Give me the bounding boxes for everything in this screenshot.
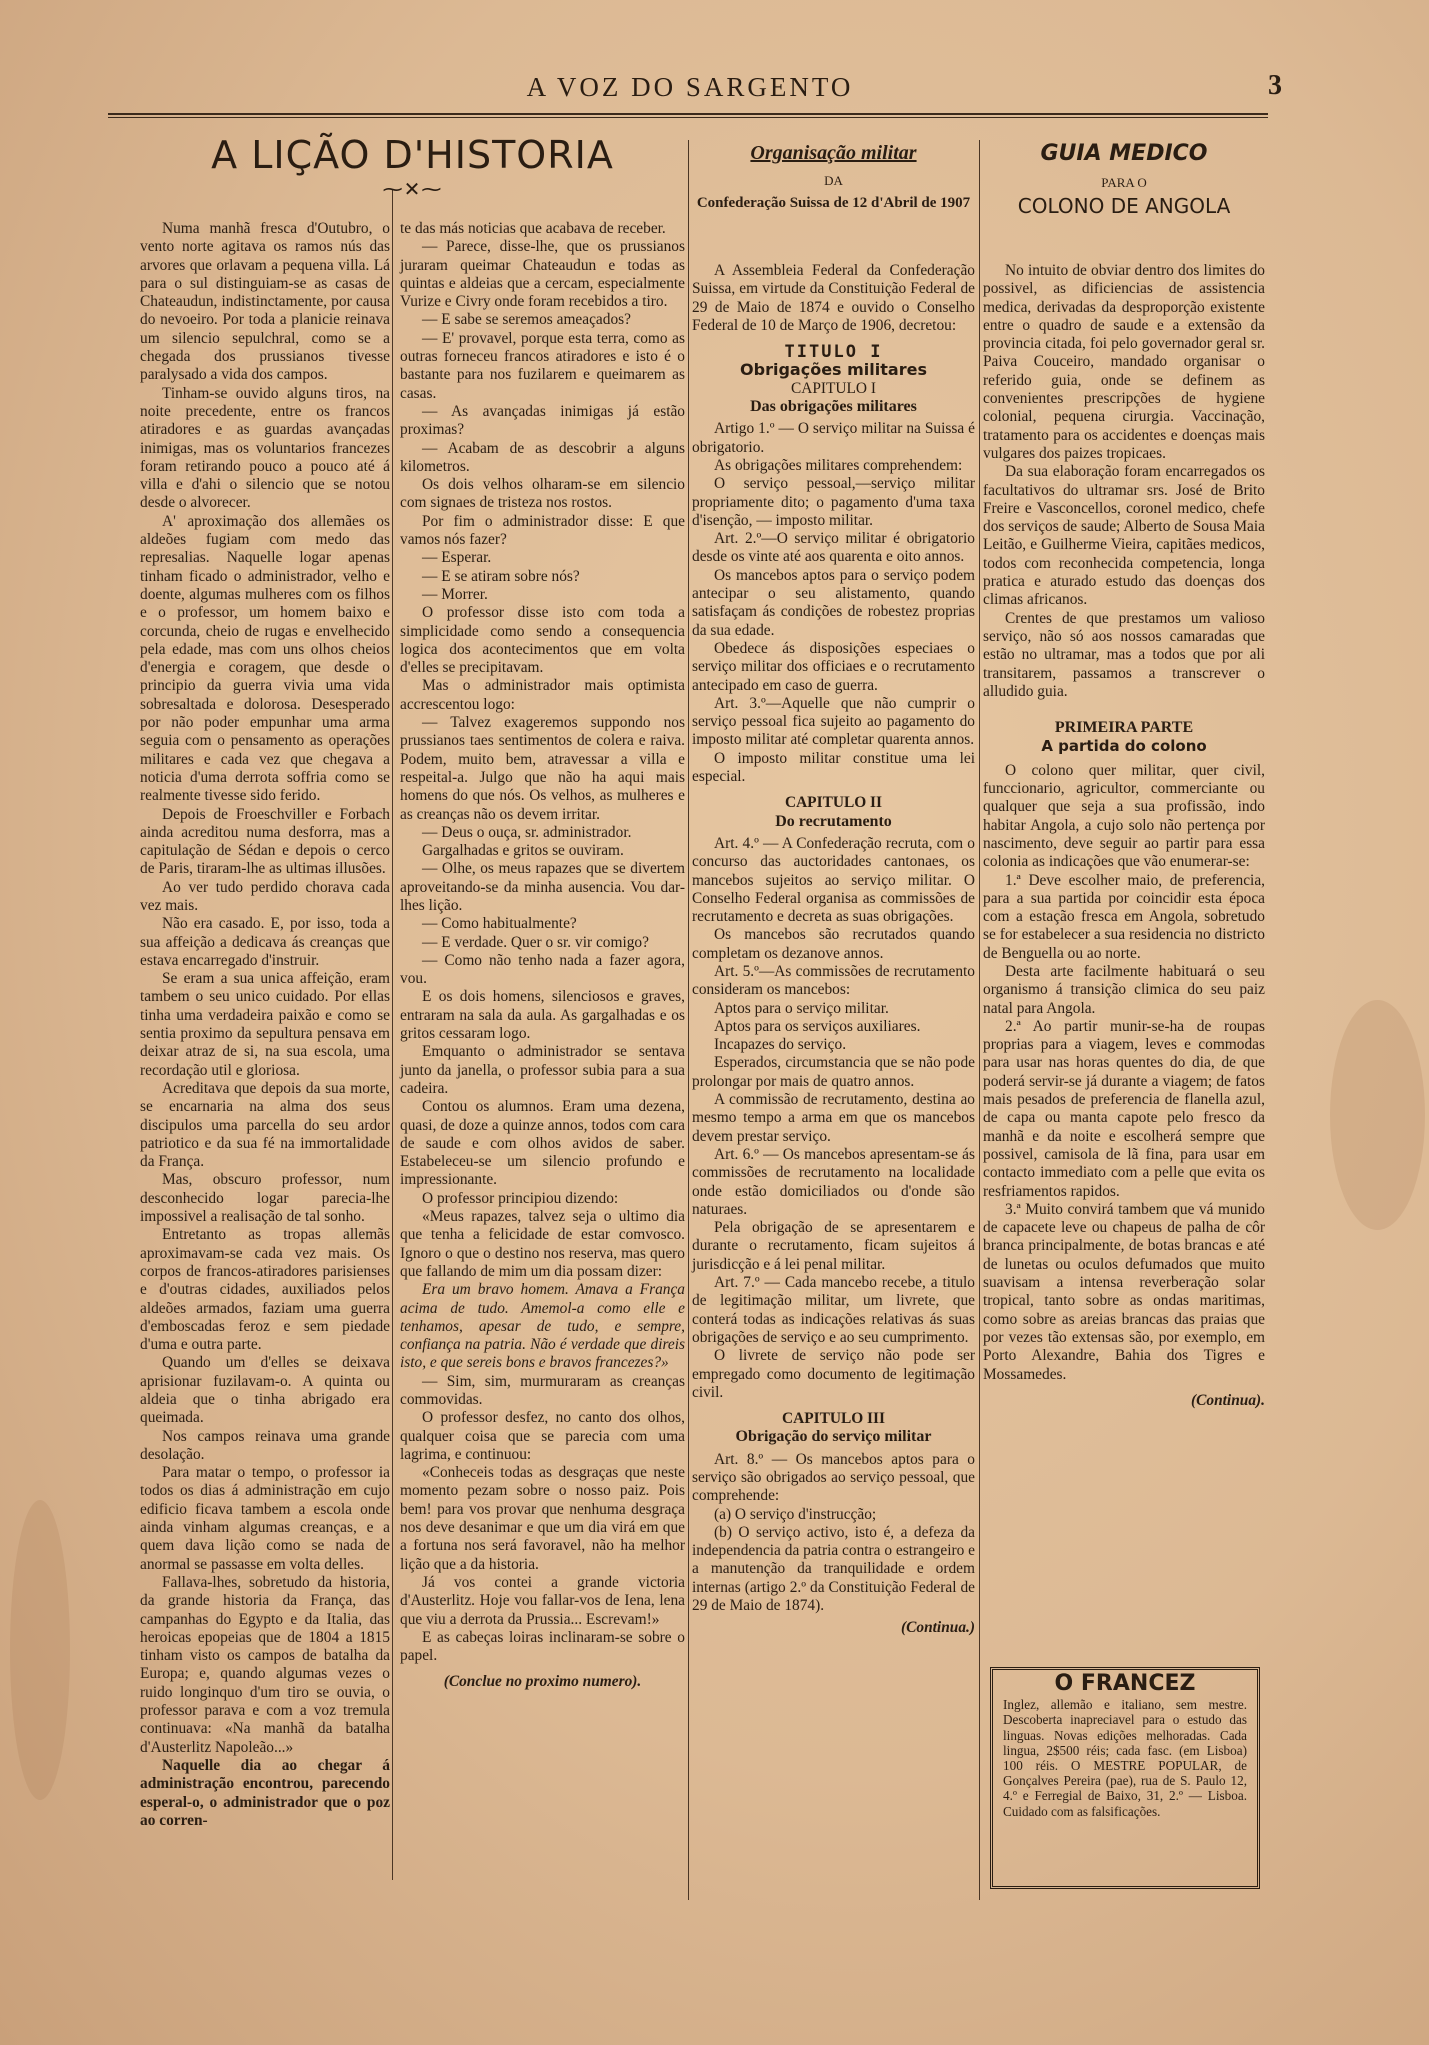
paragraph: — Parece, disse-lhe, que os prussianos juraram queimar Chateaudun e todas as quintas e aldeias que a cercam, especialmente Vurize e Civry onde foram recebidos a tiro.	[400, 238, 685, 311]
paper-stain	[1330, 1000, 1425, 1230]
paragraph: Pela obrigação de se apresentarem e durante o recrutamento, ficam sujeitos á jurisdicção e á lei penal militar.	[692, 1219, 975, 1273]
paragraph: Acreditava que depois da sua morte, se encarnaria na alma dos seus discipulos uma parcella do seu ardor patriotico e da sua fé na immortalidade da França.	[140, 1079, 390, 1171]
paragraph: Aptos para o serviço militar.	[714, 999, 889, 1017]
paragraph: Os mancebos aptos para o serviço podem antecipar o seu alistamento, quando satisfaçam ás condições de robestez proprias da sua edade.	[692, 566, 975, 639]
cap1-sub: Das obrigações militares	[750, 398, 917, 416]
paragraph: Art. 2.º—O serviço militar é obrigatorio desde os vinte até aos quarenta e oito annos.	[692, 530, 975, 566]
paragraph: «Conheceis todas as desgraças que neste momento pezam sobre o nosso paiz. Pois bem! para vos provar que nenhuma desgraça nos deve desanimar e que um dia virá em que a fortuna nos será favoravel, não ha melhor lição que a da historia.	[400, 1464, 685, 1573]
org-heading	[692, 140, 975, 213]
paragraph: Entretanto as tropas allemãs aproximavam-se cada vez mais. Os corpos de francos-atiradores parisienses e d'outras cidades, auxiliados pelos aldeões armados, faziam uma guerra d'emboscadas feroz e sem piedade d'uma e outra parte.	[140, 1226, 390, 1354]
paragraph: Por fim o administrador disse: E que vamos nós fazer?	[400, 512, 685, 549]
parte-title: PRIMEIRA PARTE	[1054, 719, 1194, 737]
paragraph: Tinham-se ouvido alguns tiros, na noite precedente, entre os francos atiradores e as guardas avançadas inimigas, mas os voluntarios francezes foram retirando pouco a pouco até á villa e d'ahi o silencio que se notou desde o alvorecer.	[140, 384, 390, 512]
paragraph: Depois de Froeschviller e Forbach ainda acreditou numa desforra, mas a capitulação de Sédan e depois o cerco de Paris, tiraram-lhe as ultimas illusões.	[140, 805, 390, 878]
paragraph: — Sim, sim, murmuraram as creanças commovidas.	[400, 1372, 685, 1408]
column-divider	[392, 190, 393, 1880]
paragraph: «Meus rapazes, talvez seja o ultimo dia que tenha a felicidade de estar comvosco. Ignoro o que o destino nos reserva, mas quero que fallando de mim um dia possam dizer:	[400, 1208, 685, 1280]
paragraph: Numa manhã fresca d'Outubro, o vento norte agitava os ramos nús das arvores que orlavam a pequena villa. Lá para o sul distinguiam-se as casas de Chateaudun, indistinctamente, por causa do nevoeiro. Por toda a planicie reinava um silencio sepulchral, como se a chegada dos prussianos tivesse paralysado a vida dos campos.	[140, 220, 390, 384]
paragraph: Art. 3.º—Aquelle que não cumprir o serviço pessoal fica sujeito ao pagamento do imposto militar até completar quarenta annos.	[692, 694, 975, 749]
guia-title: GUIA MEDICO	[1040, 141, 1208, 166]
paragraph: Era um bravo homem. Amava a França acima de tudo. Amemol-a como elle e tenhamos, apesar de tudo, e sempre, confiança na patria. Não é verdade que direis isto, e que sereis bons e bravos francezes?»	[400, 1281, 685, 1372]
titulo: TITULO I	[784, 342, 883, 363]
page-header	[110, 70, 1282, 110]
advertisement-box	[990, 1667, 1260, 1889]
paragraph: E os dois homens, silenciosos e graves, entraram na sala da aula. As gargalhadas e os gritos cessaram logo.	[400, 988, 685, 1043]
paragraph: (a) O serviço d'instrucção;	[714, 1505, 877, 1523]
paragraph: Desta arte facilmente habituará o seu organismo á transição climica do seu paiz natal para Angola.	[983, 962, 1265, 1017]
paragraph: O colono quer militar, quer civil, funccionario, agricultor, commerciante ou qualquer que seja a sua profissão, indo habitar Angola, a cujo solo não pertença por nascimento, deve seguir ao partir para essa colonia as indicações que vão enumerar-se:	[983, 761, 1265, 871]
ornament-icon: ⁓✕⁓	[382, 177, 443, 201]
paragraph: Não era casado. E, por isso, toda a sua affeição a dedicava ás creanças que estava encarregado d'instruir.	[140, 915, 390, 969]
paragraph: O livrete de serviço não pode ser empregado como documento de legitimação civil.	[692, 1347, 975, 1401]
paragraph: Se eram a sua unica affeição, eram tambem o seu unico cuidado. Por ellas tinha uma verdadeira paixão e como se sentia proximo da sepultura pensava em deixar atraz de si, na sua escola, uma recordação util e gloriosa.	[140, 970, 390, 1079]
paragraph: Art. 4.º — A Confederação recruta, com o concurso das auctoridades cantonaes, os mancebos sujeitos ao serviço militar. O Conselho Federal organisa as commissões de recrutamento e decreta as suas obrigações.	[692, 834, 975, 926]
paragraph: O professor principiou dizendo:	[422, 1189, 619, 1207]
paragraph: — E se atiram sobre nós?	[422, 567, 580, 585]
paragraph: Art. 8.º — Os mancebos aptos para o serviço são obrigados ao serviço pessoal, que comprehende:	[692, 1450, 975, 1505]
continue-note: (Continua.)	[901, 1619, 975, 1637]
org-column	[692, 262, 975, 1638]
paragraph: O imposto militar constitue uma lei especial.	[692, 749, 975, 786]
paragraph: — E sabe se seremos ameaçados?	[422, 311, 631, 329]
column-divider	[979, 140, 980, 1900]
header-rule	[108, 113, 1268, 115]
guia-subtitle: COLONO DE ANGOLA	[1017, 194, 1231, 219]
paragraph: — Como habitualmente?	[422, 915, 577, 933]
paragraph: — Esperar.	[422, 549, 492, 567]
lesson-column-1	[140, 220, 390, 1830]
paragraph: Para matar o tempo, o professor ia todos os dias á administração em cujo edificio ficava tambem a escola onde ainda vinham algumas creanças, e a quem dava lição como se nada de anormal se passasse em volta delles.	[140, 1464, 390, 1573]
ad-text: Inglez, allemão e italiano, sem mestre. Descoberta inapreciavel para o estudo das linguas. Novas edições melhoradas. Cada lingua, 2$500 réis; cada fasc. (em Lisboa) 100 réis. O MESTRE POPULAR, de Gonçalves Pereira (pae), rua de S. Paulo 12, 4.º e Ferregial de Baixo, 31, 2.º — Lisboa. Cuidado com as falsificações.	[1003, 1697, 1247, 1819]
paragraph: — Talvez exageremos suppondo nos prussianos taes sentimentos de colera e raiva. Podem, muito bem, atravessar a villa e respeital-a. Julgo que não ha aqui mais homens do que nós. Os velhos, as mulheres e as creanças não os devem irritar.	[400, 714, 685, 823]
titulo-sub: Obrigações militares	[740, 360, 927, 380]
paragraph: A' aproximação dos allemães os aldeões fugiam com medo das represalias. Naquelle logar apenas tinham ficado o administrador, velho e doente, algumas mulheres com os filhos e o professor, um homem baixo e corcunda, cheio de rugas e envelhecido pela edade, mas com uns olhos cheios d'energia e coragem, que desde o principio da guerra vivia uma vida sobresaltada e dolorosa. Desesperado por não poder empunhar uma arma seguia com o pensamento as operações militares e cada vez que chegava a noticia d'uma derrota soffria como se realmente tivesse sido ferido.	[140, 512, 390, 805]
paper-stain	[10, 1500, 70, 1800]
paragraph: — Acabam de as descobrir a alguns kilometros.	[400, 439, 685, 475]
paragraph: 3.ª Muito convirá tambem que vá munido de capacete leve ou chapeus de palha de côr branca principalmente, de botas brancas e até de lunetas ou oculos defumados que muito suavisam a intensa reverberação solar tropical, tanto sobre as ondas maritimas, como sobre as areias brancas das praias que por vezes tão extensas são, por exemplo, em Porto Alexandre, Bahia dos Tigres e Mossamedes.	[983, 1200, 1265, 1383]
paragraph: — As avançadas inimigas já estão proximas?	[400, 402, 685, 439]
paragraph: Nos campos reinava uma grande desolação.	[140, 1427, 390, 1463]
continue-note: (Conclue no proximo numero).	[443, 1673, 642, 1691]
paragraph: A commissão de recrutamento, destina ao mesmo tempo a arma em que os mancebos devem prestar serviço.	[692, 1091, 975, 1145]
lesson-title-text: A LIÇÃO D'HISTORIA	[211, 133, 614, 177]
ad-title: O FRANCEZ	[1054, 1671, 1196, 1696]
paragraph: Aptos para os serviços auxiliares.	[714, 1017, 921, 1035]
paragraph: — E verdade. Quer o sr. vir comigo?	[422, 933, 649, 951]
paragraph: O professor disse isto com toda a simplicidade como sendo a consequencia logica dos acontecimentos que em volta d'elles se precipitavam.	[400, 604, 685, 677]
paragraph: — Morrer.	[422, 585, 488, 603]
parte-sub: A partida do colono	[1041, 737, 1207, 756]
paragraph: — Olhe, os meus rapazes que se divertem aproveitando-se da minha ausencia. Vou dar-lhes lição.	[400, 860, 685, 914]
paragraph: 2.ª Ao partir munir-se-ha de roupas proprias para a viagem, leves e commodas para usar nas horas quentes do dia, de que poderá servir-se já durante a viagem; de fatos mais pesados de preferencia de flanella azul, de capa ou manta capote pelo fresco da manhã e da noite e escolherá sempre que possivel, camisola de lã fina, para usar em contacto immediato com a pelle que evita os resfriamentos rapidos.	[983, 1017, 1265, 1200]
paragraph: Incapazes do serviço.	[714, 1036, 847, 1054]
paragraph: Fallava-lhes, sobretudo da historia, da grande historia da França, das campanhas do Egypto e da Italia, das heroicas epopeias que de 1804 a 1815 tinham visto os campos de batalha da Europa; e, quando algumas vezes o ruido longinquo d'um tiro se ouvia, o professor parava e com a voz tremula continuava: «Na manhã da batalha d'Austerlitz Napoleão...»	[140, 1573, 390, 1756]
org-subtitle: Confederação Suissa de 12 d'Abril de 1907	[696, 195, 971, 212]
paragraph: Art. 5.º—As commissões de recrutamento consideram os mancebos:	[692, 962, 975, 999]
paragraph: Art. 6.º — Os mancebos apresentam-se ás commissões de recrutamento na localidade onde estão domiciliados ou d'onde são naturaes.	[692, 1145, 975, 1218]
paragraph: 1.ª Deve escolher maio, de preferencia, para a sua partida por coincidir esta época com a estação fresca em Angola, sobretudo se for estabelecer a sua residencia no districto de Benguella ou ao norte.	[983, 871, 1265, 962]
org-title: Organisação militar	[750, 142, 917, 164]
paragraph: (b) O serviço activo, isto é, a defeza da independencia da patria contra o estrangeiro e a manutenção da tranquilidade e ordem internas (artigo 2.º da Constituição Federal de 29 de Maio de 1874).	[692, 1523, 975, 1615]
lesson-column-2	[400, 220, 685, 1692]
paragraph: As obrigações militares comprehendem:	[714, 456, 963, 474]
paragraph: A Assembleia Federal da Confederação Suissa, em virtude da Constituição Federal de 29 de Maio de 1874 e ouvido o Conselho Federal de 10 de Março de 1906, decretou:	[692, 262, 975, 334]
paragraph: Gargalhadas e gritos se ouviram.	[422, 842, 624, 860]
org-da: DA	[824, 173, 843, 188]
paragraph: Mas o administrador mais optimista accrescentou logo:	[400, 677, 685, 713]
paragraph: No intuito de obviar dentro dos limites do possivel, as dificiencias de assistencia medica, derivadas da desproporção existente entre o quadro de saude e a extensão da provincia citada, foi pelo governador geral sr. Paiva Couceiro, mandado organisar o referido guia, onde se definem as convenientes prescripções de hygiene colonial, pequena cirurgia. Vaccinação, tratamento para os accidentes e doenças mais vulgares dos paizes tropicaes.	[983, 262, 1265, 462]
guia-heading	[983, 140, 1265, 220]
newspaper-title: A VOZ DO SARGENTO	[526, 72, 854, 102]
paragraph: Crentes de que prestamos um valioso serviço, não só aos nossos camaradas que estão no ultramar, mas a todos que por ali transitarem, passamos a transcrever o alludido guia.	[983, 609, 1265, 700]
cap2-sub: Do recrutamento	[775, 812, 892, 830]
cap3: CAPITULO III	[781, 1410, 886, 1428]
continue-note: (Continua).	[1191, 1391, 1265, 1409]
paragraph: — E' provavel, porque esta terra, como as outras forneceu francos atiradores e isto é o bastante para nos fuzilarem e queimarem as casas.	[400, 329, 685, 402]
header-rule	[108, 117, 1268, 118]
cap1: CAPITULO I	[790, 379, 877, 397]
paragraph: Ao ver tudo perdido chorava cada vez mais.	[140, 878, 390, 914]
paragraph: Artigo 1.º — O serviço militar na Suissa é obrigatorio.	[692, 420, 975, 456]
guia-column	[983, 262, 1265, 1410]
paragraph: O professor desfez, no canto dos olhos, qualquer coisa que se parecia com uma lagrima, e continuou:	[400, 1409, 685, 1463]
paragraph: Da sua elaboração foram encarregados os facultativos do ultramar srs. José de Brito Freire e Vasconcellos, coronel medico, chefe dos serviços de saude; Alberto de Sousa Maia Leitão, e Guilherme Vieira, capitães medicos, todos com reconhecida competencia, longa pratica e aturado estudo das doenças dos climas africanos.	[983, 463, 1265, 609]
paragraph: Mas, obscuro professor, num desconhecido logar parecia-lhe impossivel a realisação de tal sonho.	[140, 1171, 390, 1226]
paragraph: — Como não tenho nada a fazer agora, vou.	[400, 951, 685, 988]
paragraph: Emquanto o administrador se sentava junto da janella, o professor subia para a sua cadeira.	[400, 1043, 685, 1097]
paragraph: E as cabeças loiras inclinaram-se sobre o papel.	[400, 1628, 685, 1665]
page-number: 3	[1268, 70, 1282, 101]
paragraph: Naquelle dia ao chegar á administração encontrou, parecendo esperal-o, o administrador que o poz ao corren-	[140, 1756, 390, 1829]
paragraph: Quando um d'elles se deixava aprisionar fuzilavam-o. A quinta ou aldeia que o tinha abrigado era queimada.	[140, 1354, 390, 1427]
paragraph: Esperados, circumstancia que se não pode prolongar por mais de quatro annos.	[692, 1054, 975, 1090]
cap2: CAPITULO II	[784, 794, 883, 812]
paragraph: O serviço pessoal,—serviço militar propriamente dito; o pagamento d'uma taxa d'isenção, — imposto militar.	[692, 475, 975, 529]
paragraph: Os dois velhos olharam-se em silencio com signaes de tristeza nos rostos.	[400, 476, 685, 512]
guia-para: PARA O	[1101, 175, 1147, 190]
paragraph: te das más noticias que acabava de receber.	[400, 220, 666, 237]
cap3-sub: Obrigação do serviço militar	[735, 1428, 932, 1446]
paragraph: — Deus o ouça, sr. administrador.	[422, 823, 632, 841]
paragraph: Art. 7.º — Cada mancebo recebe, a titulo de legitimação militar, um livrete, que conterá todas as indicações relativas ás suas obrigações de serviço e ao seu cumprimento.	[692, 1274, 975, 1346]
paragraph: Já vos contei a grande victoria d'Austerlitz. Hoje vou fallar-vos de Iena, lena que viu a derrota da Prussia... Escrevam!»	[400, 1573, 685, 1628]
paragraph: Obedece ás disposições especiaes o serviço militar dos officiaes e o recrutamento antecipado em caso de guerra.	[692, 639, 975, 694]
column-divider	[688, 140, 689, 1900]
paragraph: Contou os alumnos. Eram uma dezena, quasi, de doze a quinze annos, todos com cara de saude e com olhos avidos de saber. Estabeleceu-se um silencio profundo e impressionante.	[400, 1098, 685, 1189]
paragraph: Os mancebos são recrutados quando completam os dezanove annos.	[692, 926, 975, 962]
lesson-title	[140, 133, 685, 201]
